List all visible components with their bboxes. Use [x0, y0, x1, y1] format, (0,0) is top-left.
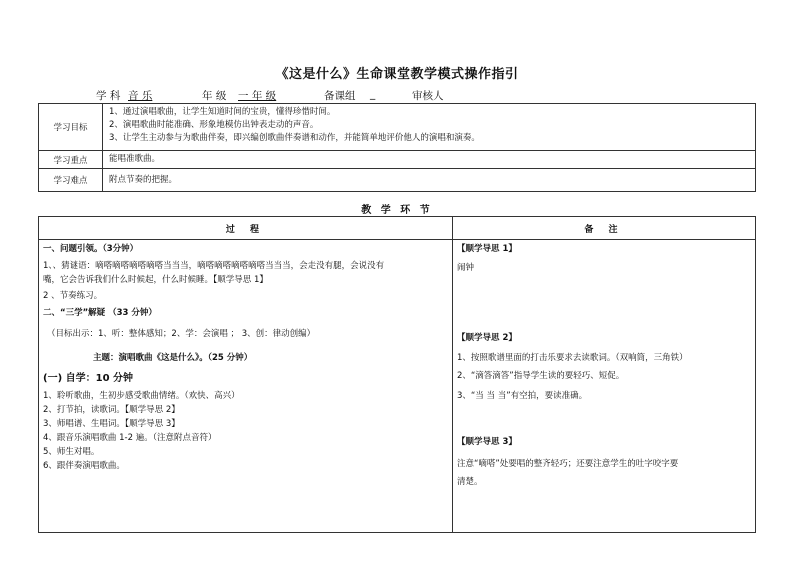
- process-header: 过 程: [39, 217, 453, 240]
- group-label: 备课组: [324, 90, 356, 102]
- note2-item: 2、“滴答滴答”指导学生读的要轻巧、短促。: [457, 371, 625, 381]
- note3-title: 【顺学导思 3】: [457, 437, 517, 447]
- section-title: 教 学 环 节: [361, 205, 433, 216]
- goals-label: 学习目标: [39, 104, 103, 151]
- goal-item: 1、通过演唱歌曲，让学生知道时间的宝贵，懂得珍惜时间。: [109, 107, 336, 117]
- goals-statement: （目标出示：1、听：整体感知；2、学：会演唱 ； 3、创：律动创编）: [47, 329, 316, 339]
- note3-text: 清楚。: [457, 477, 483, 487]
- difficulty-row: [39, 169, 756, 192]
- note3-text: 注意“嘀嗒”处要唱的整齐轻巧；还要注意学生的吐字咬字要: [457, 459, 679, 469]
- group-value: _: [370, 88, 376, 100]
- step-item: 5、师生对唱。: [43, 447, 100, 457]
- key-row: [39, 151, 756, 169]
- step-item: 3、师唱谱、生唱词。【顺学导思 3】: [43, 419, 180, 429]
- theme-line: 主题：演唱歌曲《这是什么》。（25 分钟）: [93, 353, 253, 363]
- difficulty-value: 附点节奏的把握。: [103, 169, 756, 192]
- riddle-line: 嘴，它会告诉我们什么时候起，什么时候睡。【顺学导思 1】: [43, 275, 268, 285]
- notes-cell: [453, 240, 756, 533]
- self-study-title: (一) 自学：10 分钟: [43, 373, 134, 384]
- goal-item: 2、演唱歌曲时能准确、形象地模仿出钟表走动的声音。: [109, 120, 319, 130]
- teaching-body-row: [39, 240, 756, 533]
- process-cell: [39, 240, 453, 533]
- step-item: 4、跟音乐演唱歌曲 1-2 遍。（注意附点音符）: [43, 433, 217, 443]
- subject-value: 音 乐: [128, 90, 153, 102]
- reviewer-label: 审核人: [412, 90, 444, 102]
- difficulty-label: 学习难点: [39, 169, 103, 192]
- goals-cell: [103, 104, 756, 151]
- step-item: 1、聆听歌曲，生初步感受歌曲情绪。（欢快、高兴）: [43, 391, 240, 401]
- key-label: 学习重点: [39, 151, 103, 169]
- grade-value: 一 年 级: [238, 90, 277, 102]
- riddle-line: 1、、猜谜语：嘀嗒嘀嗒嘀嗒嘀嗒当当当，嘀嗒嘀嗒嘀嗒嘀嗒当当当，会走没有腿，会说没有: [43, 261, 385, 271]
- teaching-header-row: [39, 217, 756, 240]
- note2-item: 1、按照歌谱里面的打击乐要求去读歌词。（双响筒，三角铁）: [457, 353, 688, 363]
- goal-item: 3、让学生主动参与为歌曲伴奏，即兴编创歌曲伴奏谱和动作，并能简单地评价他人的演唱和演奏。: [109, 133, 480, 143]
- notes-header: 备 注: [453, 217, 756, 240]
- goals-row: [39, 104, 756, 151]
- key-value: 能唱准歌曲。: [103, 151, 756, 169]
- note2-title: 【顺学导思 2】: [457, 333, 517, 343]
- subject-label: 学 科: [96, 90, 121, 102]
- grade-label: 年 级: [202, 90, 227, 102]
- note1-text: 闹钟: [457, 263, 475, 273]
- note1-title: 【顺学导思 1】: [457, 244, 517, 254]
- document-title: 《这是什么》生命课堂教学模式操作指引: [275, 67, 519, 82]
- rhythm-practice: 2 、节奏练习。: [43, 291, 103, 301]
- part1-title: 一、问题引领。（3分钟）: [43, 244, 139, 254]
- step-item: 2、打节拍，读歌词。【顺学导思 2】: [43, 405, 180, 415]
- teaching-table: [38, 216, 756, 533]
- info-table: [38, 103, 756, 192]
- note2-item: 3、“当 当 当”有空拍，要读准确。: [457, 391, 588, 401]
- part2-title: 二、“三学”解疑 （33 分钟）: [43, 308, 157, 318]
- step-item: 6、跟伴奏演唱歌曲。: [43, 461, 125, 471]
